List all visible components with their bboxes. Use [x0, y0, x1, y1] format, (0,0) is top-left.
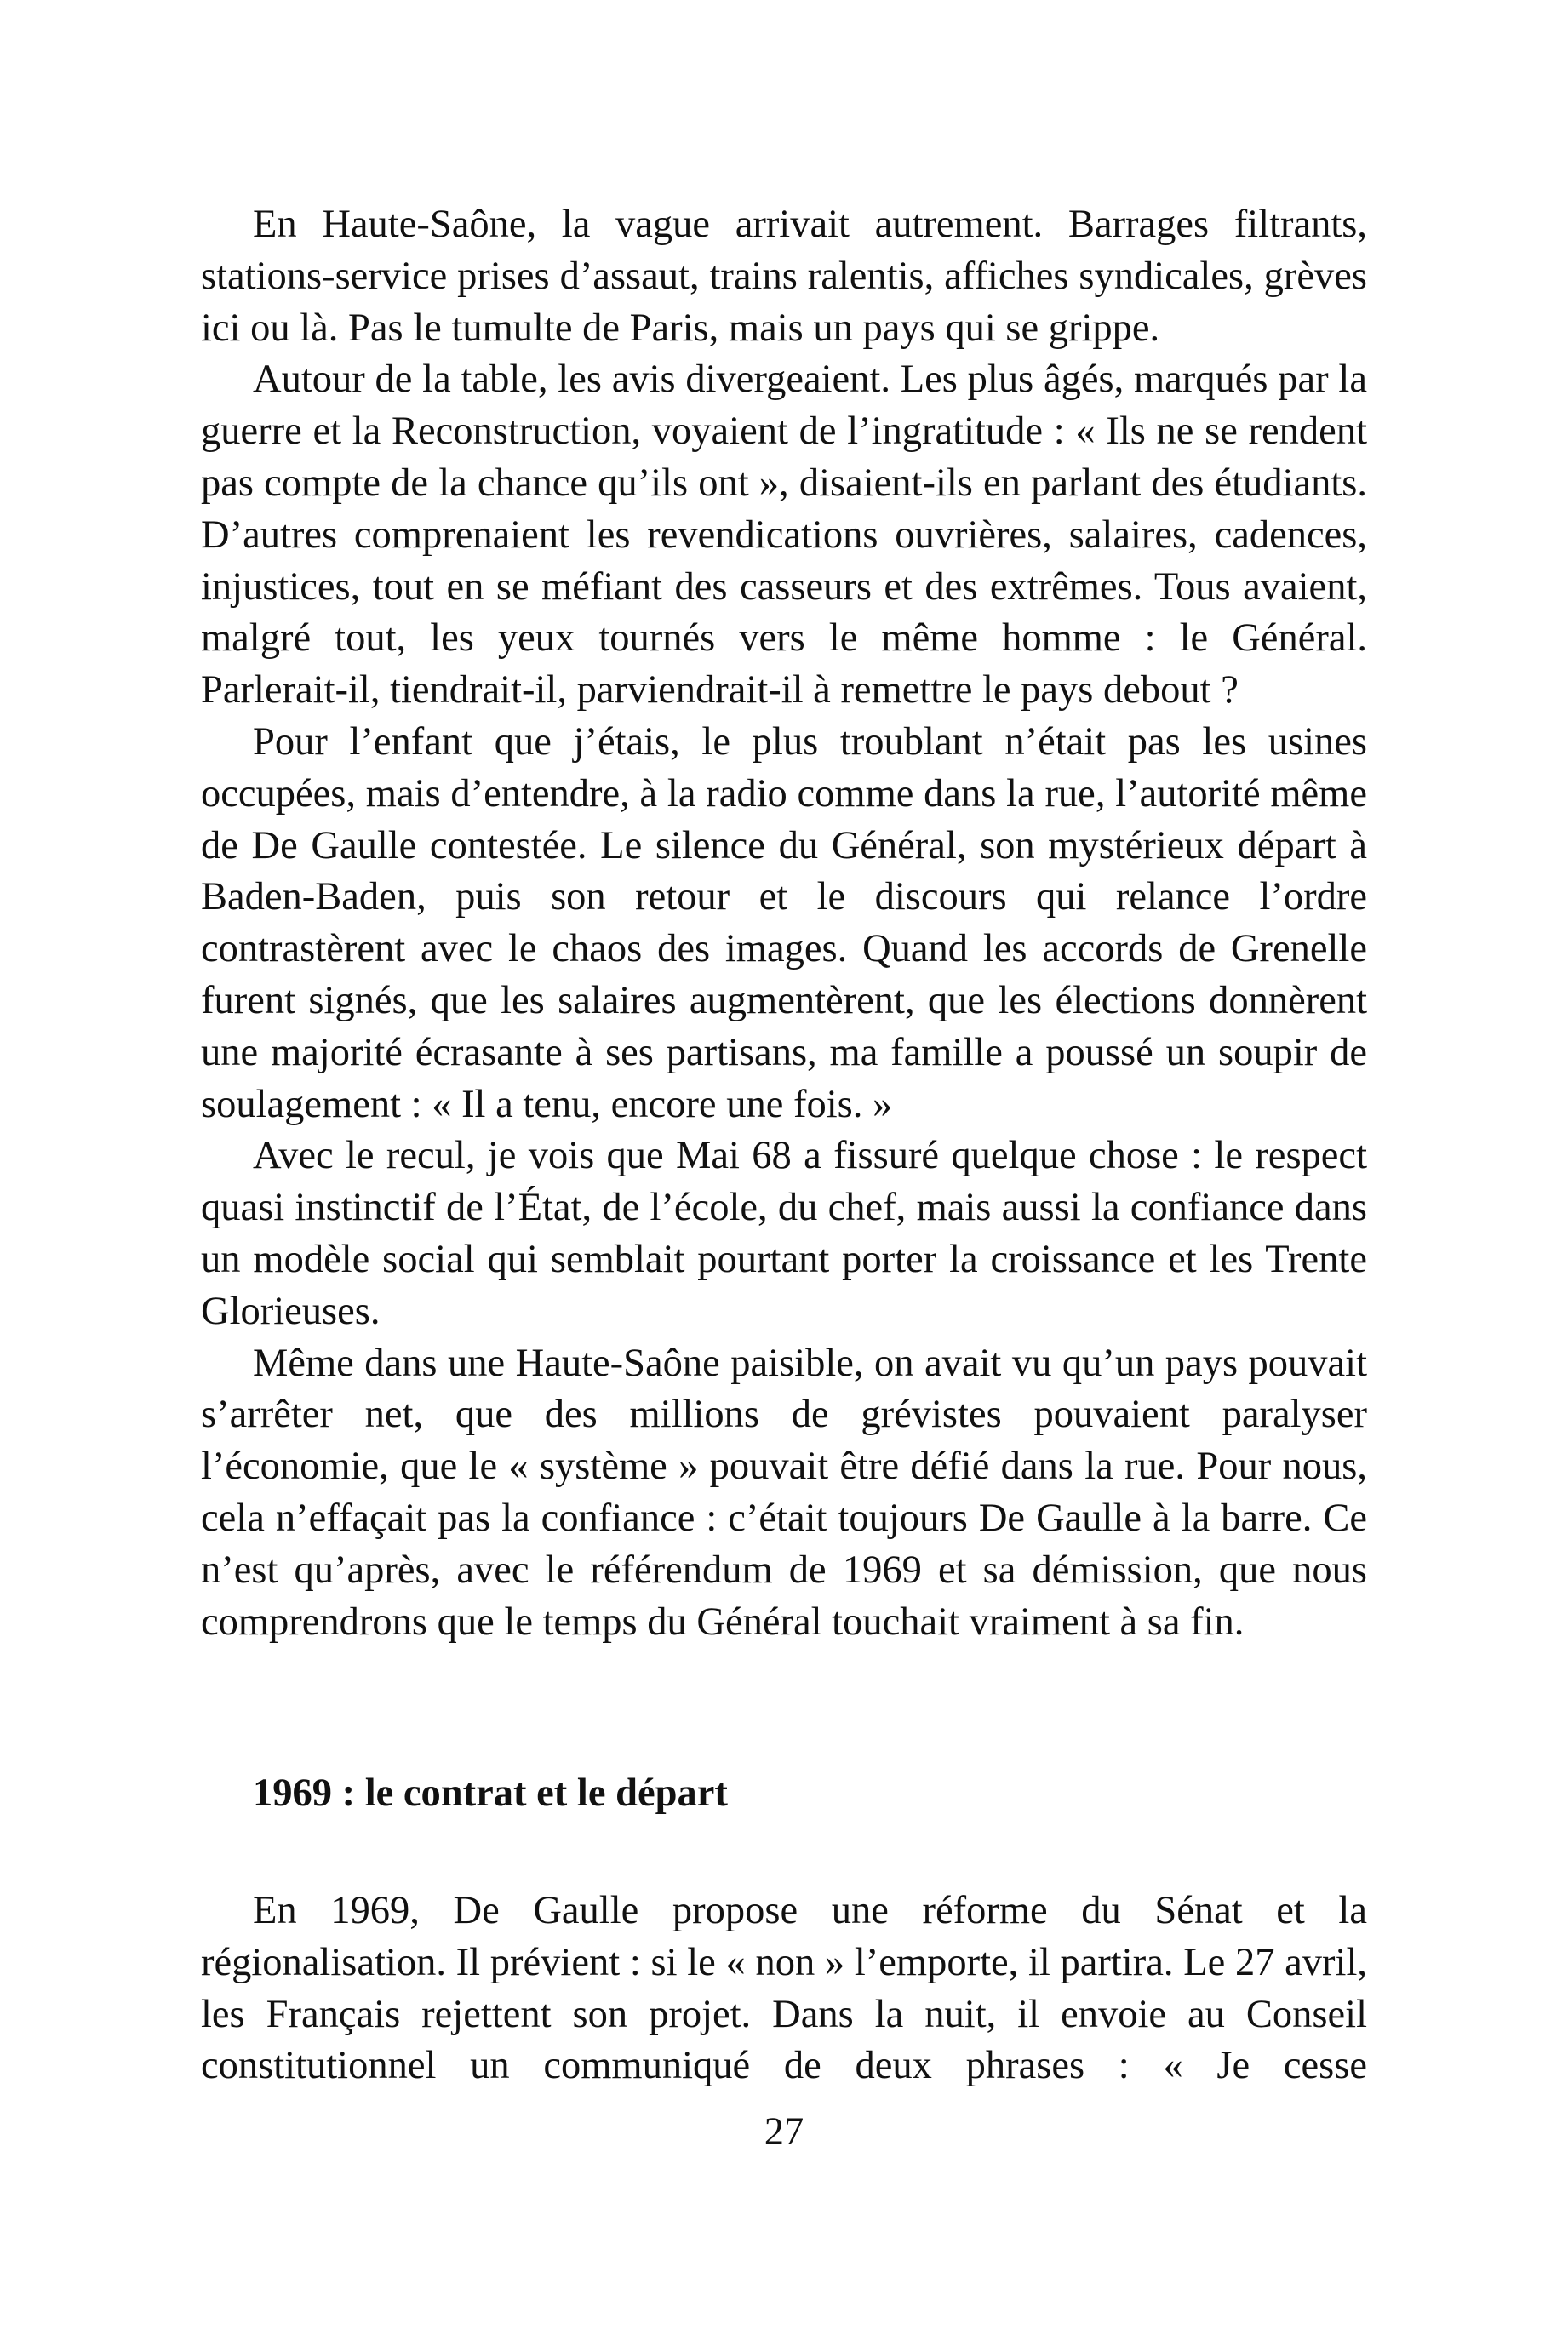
page-number: 27: [764, 2110, 804, 2154]
section-body-text: [201, 1886, 1367, 2092]
body-text: [201, 199, 1367, 1648]
section-heading: 1969 : le contrat et le départ: [253, 1771, 728, 1815]
paragraph-1969-referendum: En 1969, De Gaulle propose une réforme du Sénat et la régionalisation. Il prévient : si le « non » l’emporte, il partira. Le 27 avril, les Français rejettent son projet. Dans la nuit, il envoie au Conseil constitutionnel un communiqué de deux phrases : « Je cesse: [201, 1889, 1367, 2088]
paragraph-hindsight: Avec le recul, je vois que Mai 68 a fissuré quelque chose : le respect quasi instinctif de l’État, de l’école, du chef, mais aussi la confiance dans un modèle social qui semblait pourtant porter la croissance et les Trente Glorieuses.: [201, 1134, 1367, 1333]
paragraph-child-view: Pour l’enfant que j’étais, le plus troublant n’était pas les usines occupées, mais d’entendre, à la radio comme dans la rue, l’autorité même de De Gaulle contestée. Le silence du Général, son mystérieux départ à Baden-Baden, puis son retour et le discours qui relance l’ordre contrastèrent avec le chaos des images. Quand les accords de Grenelle furent signés, que les salaires augmentèrent, que les élections donnèrent une majorité écrasante à ses partisans, ma famille a poussé un soupir de soulagement : « Il a tenu, encore une fois. »: [201, 719, 1367, 1126]
paragraph-peaceful-haute-saone: Même dans une Haute-Saône paisible, on avait vu qu’un pays pouvait s’arrêter net, que des millions de grévistes pouvaient paralyser l’économie, que le « système » pouvait être défié dans la rue. Pour nous, cela n’effaçait pas la confiance : c’était toujours De Gaulle à la barre. Ce n’est qu’après, avec le référendum de 1969 et sa démission, que nous comprendrons que le temps du Général touchait vraiment à sa fin.: [201, 1341, 1367, 1644]
paragraph-haute-saone: En Haute-Saône, la vague arrivait autrement. Barrages filtrants, stations-service prises d’assaut, trains ralentis, affiches syndicales, grèves ici ou là. Pas le tumulte de Paris, mais un pays qui se grippe.: [201, 203, 1367, 350]
paragraph-table-opinions: Autour de la table, les avis divergeaient. Les plus âgés, marqués par la guerre et la Reconstruction, voyaient de l’ingratitude : « Ils ne se rendent pas compte de la chance qu’ils ont », disaient-ils en parlant des étudiants. D’autres comprenaient les revendications ouvrières, salaires, cadences, injustices, tout en se méfiant des casseurs et des extrêmes. Tous avaient, malgré tout, les yeux tournés vers le même homme : le Général. Parlerait-il, tiendrait-il, parviendrait-il à remettre le pays debout ?: [201, 358, 1367, 712]
